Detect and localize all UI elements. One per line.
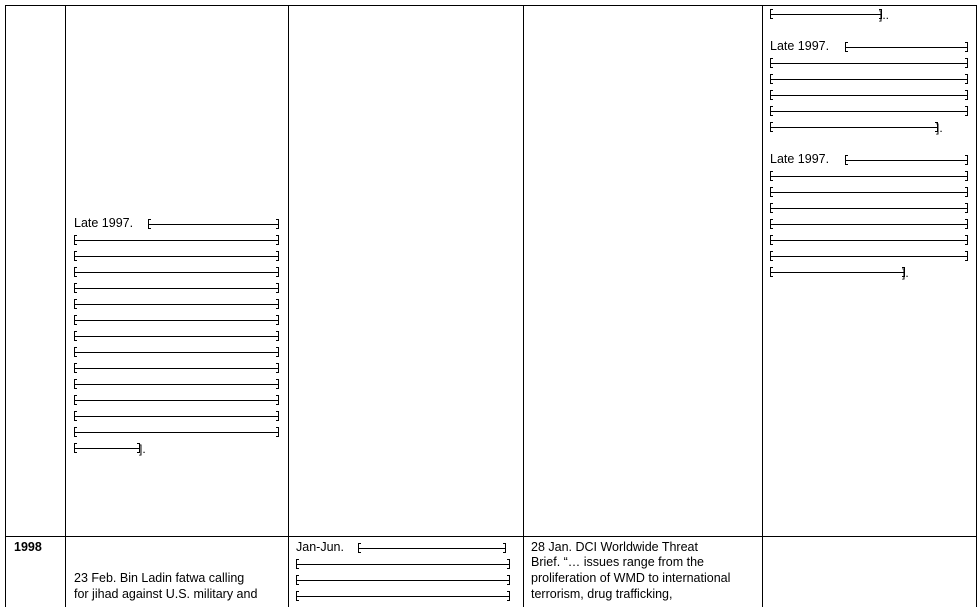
redaction-bar [74, 427, 279, 437]
redaction-bar [74, 251, 279, 261]
redaction-bar [74, 235, 279, 245]
redaction-bar [770, 187, 968, 197]
late-1997-label: Late 1997. [770, 152, 830, 166]
redaction-bar [148, 219, 279, 229]
redaction-bar [296, 559, 510, 569]
redaction-bar [770, 171, 968, 181]
redaction-bar [74, 315, 279, 325]
redaction-bar [296, 575, 510, 585]
dci-threat-brief-line: 28 Jan. DCI Worldwide Threat [531, 540, 698, 554]
redaction-bar [74, 299, 279, 309]
year-label-1998: 1998 [14, 540, 42, 554]
redaction-bar [770, 235, 968, 245]
redaction-bar [74, 283, 279, 293]
redaction-end-mark: ]. [936, 121, 943, 135]
redaction-bar [74, 443, 140, 453]
table-top-border [5, 5, 977, 6]
redaction-bar [770, 58, 968, 68]
redaction-bar [74, 267, 279, 277]
redaction-bar [770, 122, 938, 132]
redaction-bar [74, 363, 279, 373]
late-1997-label: Late 1997. [770, 39, 830, 53]
redaction-bar [770, 219, 968, 229]
redaction-bar [770, 9, 882, 19]
redaction-bar [845, 155, 968, 165]
table-left-border [5, 5, 6, 607]
column-divider-4 [762, 5, 763, 607]
redaction-bar [770, 74, 968, 84]
dci-threat-brief-line: proliferation of WMD to international [531, 571, 731, 585]
redaction-bar [74, 347, 279, 357]
dci-threat-brief-line: Brief. “… issues range from the [531, 555, 704, 569]
redaction-bar [770, 267, 905, 277]
redaction-bar [770, 203, 968, 213]
column-divider-2 [288, 5, 289, 607]
redaction-bar [770, 251, 968, 261]
redaction-bar [74, 331, 279, 341]
redaction-bar [770, 90, 968, 100]
column-divider-1 [65, 5, 66, 607]
row-divider-1998 [5, 536, 977, 537]
dci-threat-brief-line: terrorism, drug trafficking, [531, 587, 673, 601]
redaction-bar [74, 379, 279, 389]
redaction-bar [296, 591, 510, 601]
redaction-bar [74, 395, 279, 405]
redaction-bar [845, 42, 968, 52]
column-divider-3 [523, 5, 524, 607]
redaction-end-mark: ].. [879, 8, 890, 22]
redaction-bar [770, 106, 968, 116]
redaction-end-mark: ]. [902, 266, 909, 280]
jan-jun-label: Jan-Jun. [296, 540, 344, 554]
redaction-end-mark: ]. [139, 442, 146, 456]
feb-1998-entry-line: for jihad against U.S. military and [74, 587, 258, 601]
redaction-bar [74, 411, 279, 421]
late-1997-label: Late 1997. [74, 216, 134, 230]
redaction-bar [358, 543, 506, 553]
feb-1998-entry-line: 23 Feb. Bin Ladin fatwa calling [74, 571, 245, 585]
